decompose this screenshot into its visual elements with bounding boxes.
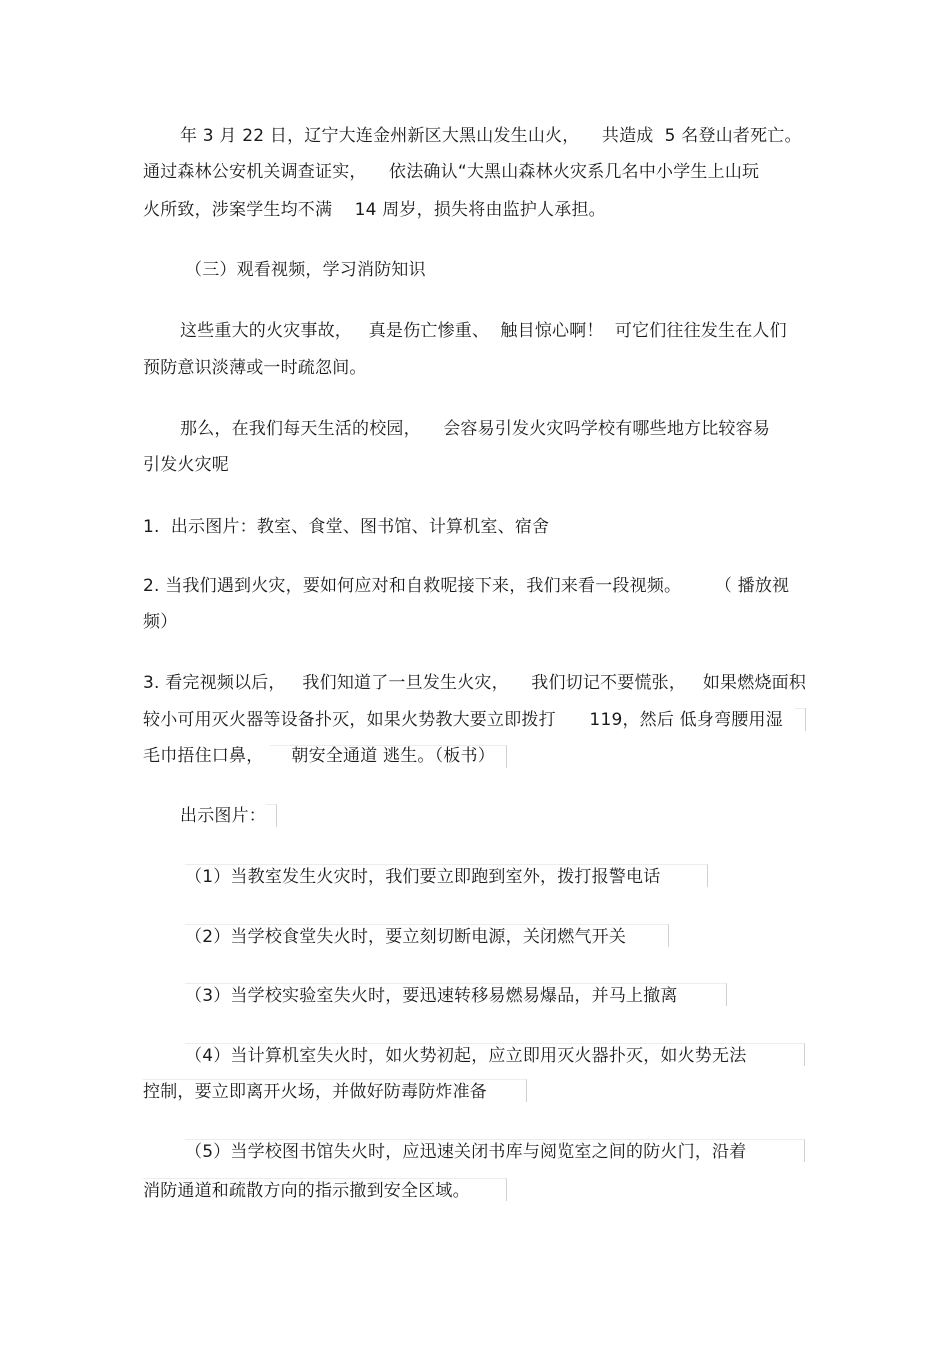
- paragraph-1-line-1: 年 3 月 22 日，辽宁大连金州新区大黑山发生山火， 共造成 5 名登山者死亡。: [180, 126, 802, 146]
- list-item-3-line-3: 毛巾捂住口鼻， 朝安全通道 逃生。（板书）: [143, 746, 495, 766]
- paragraph-3-line-2: 预防意识淡薄或一时疏忽间。: [143, 358, 367, 378]
- cell-border-artifact: [185, 864, 708, 887]
- section-heading: （三）观看视频，学习消防知识: [185, 260, 426, 280]
- cell-border-artifact: [270, 745, 507, 768]
- paragraph-4-line-1: 那么，在我们每天生活的校园， 会容易引发火灾吗学校有哪些地方比较容易: [180, 419, 771, 439]
- cell-border-artifact: [795, 708, 806, 731]
- sub-item-1: （1）当教室发生火灾时，我们要立即跑到室外，拨打报警电话: [185, 867, 661, 887]
- cell-border-artifact: [185, 1043, 805, 1066]
- list-item-3-line-2: 较小可用灭火器等设备扑灭，如果火势教大要立即拨打 119，然后 低身弯腰用湿: [143, 710, 783, 730]
- cell-border-artifact: [185, 1139, 805, 1162]
- sub-item-5-line-1: （5）当学校图书馆失火时，应迅速关闭书库与阅览室之间的防火门，沿着: [185, 1142, 747, 1162]
- list-item-2-line-2: 频）: [143, 612, 178, 632]
- cell-border-artifact: [266, 804, 277, 827]
- show-pictures-label: 出示图片：: [180, 806, 266, 826]
- list-item-3-line-1: 3. 看完视频以后， 我们知道了一旦发生火灾， 我们切记不要慌张， 如果燃烧面积: [143, 673, 807, 693]
- sub-item-4-line-1: （4）当计算机室失火时，如火势初起，应立即用灭火器扑灭，如火势无法: [185, 1046, 747, 1066]
- cell-border-artifact: [143, 1079, 527, 1102]
- paragraph-3-line-1: 这些重大的火灾事故， 真是伤亡惨重、 触目惊心啊！ 可它们往往发生在人们: [180, 321, 787, 341]
- paragraph-4-line-2: 引发火灾呢: [143, 455, 229, 475]
- cell-border-artifact: [185, 983, 727, 1006]
- sub-item-3: （3）当学校实验室失火时，要迅速转移易燃易爆品，并马上撤离: [185, 986, 678, 1006]
- paragraph-1-line-3: 火所致，涉案学生均不满 14 周岁，损失将由监护人承担。: [143, 200, 606, 220]
- paragraph-1-line-2: 通过森林公安机关调查证实， 依法确认“大黑山森林火灾系几名中小学生上山玩: [143, 162, 760, 182]
- sub-item-5-line-2: 消防通道和疏散方向的指示撤到安全区域。: [143, 1181, 470, 1201]
- list-item-2-line-1: 2. 当我们遇到火灾，要如何应对和自救呢接下来，我们来看一段视频。 （ 播放视: [143, 576, 790, 596]
- sub-item-4-line-2: 控制，要立即离开火场，并做好防毒防炸准备: [143, 1082, 487, 1102]
- list-item-1: 1. 出示图片：教室、食堂、图书馆、计算机室、宿舍: [143, 517, 550, 537]
- sub-item-2: （2）当学校食堂失火时，要立刻切断电源，关闭燃气开关: [185, 927, 627, 947]
- cell-border-artifact: [185, 924, 669, 947]
- cell-border-artifact: [143, 1178, 507, 1201]
